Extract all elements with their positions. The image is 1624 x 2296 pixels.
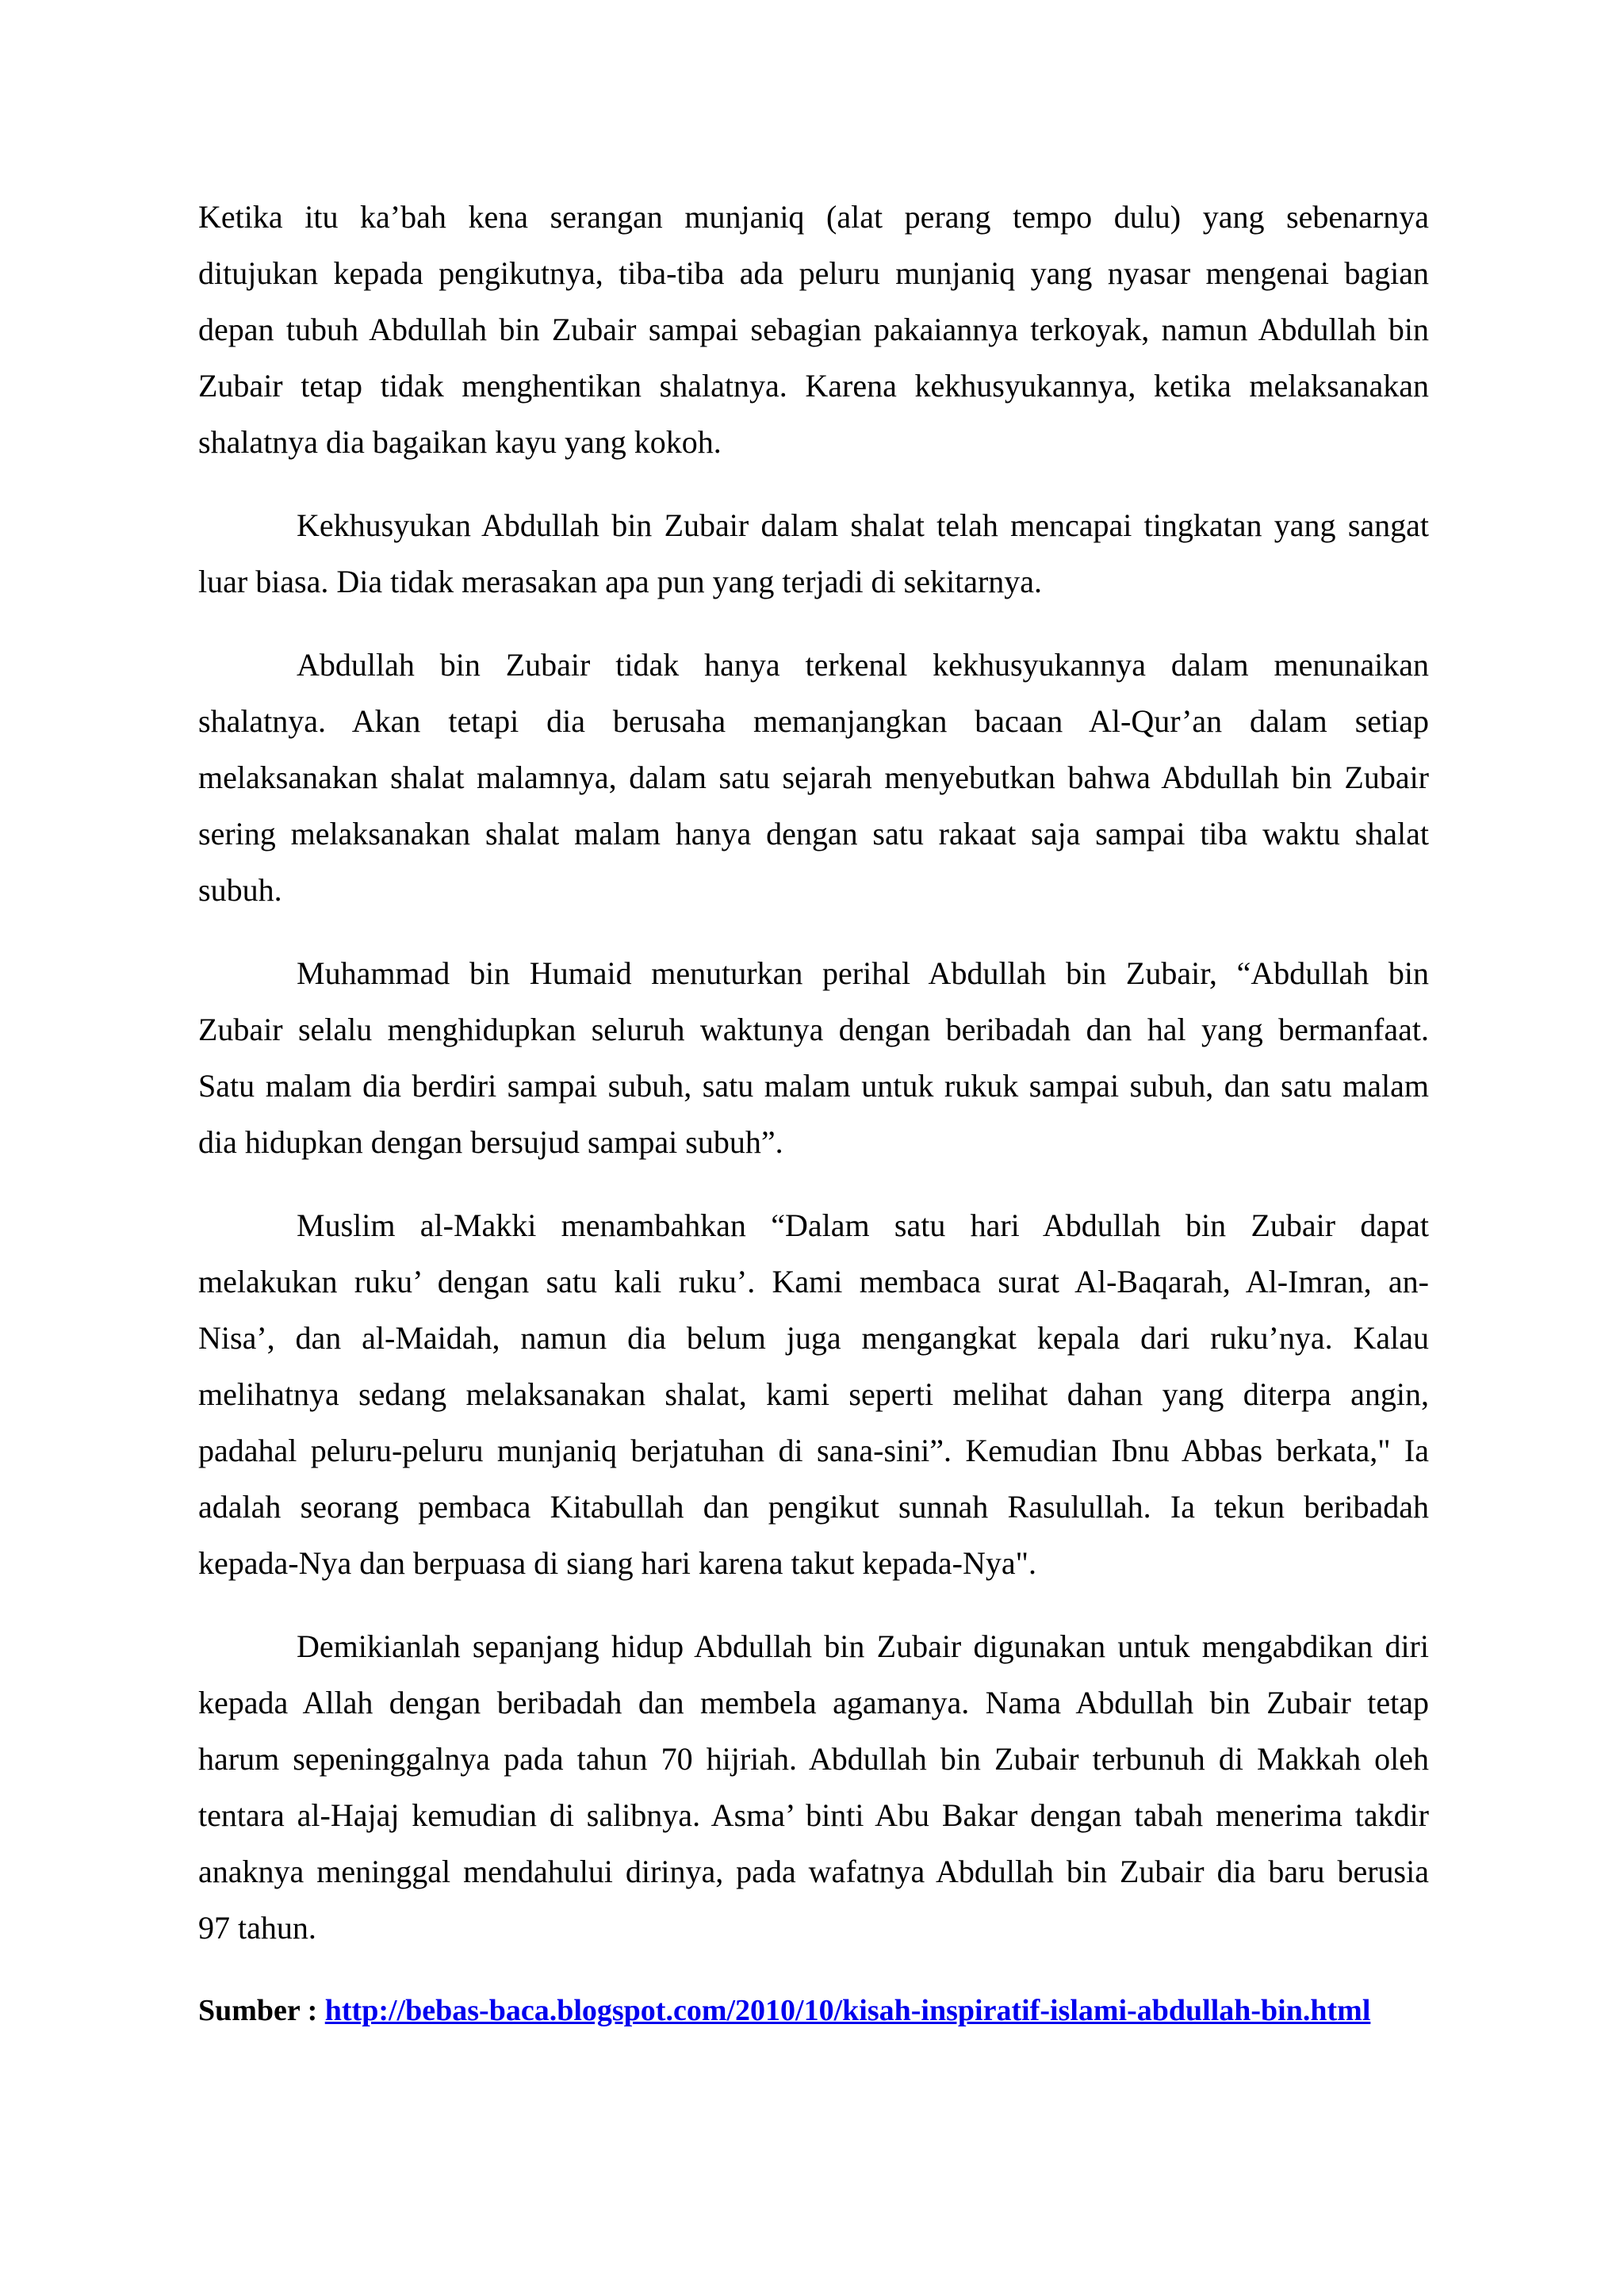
text-line: shalatnya. Akan tetapi dia berusaha memanjangkan bacaan Al-Qur’an dalam setiap [198, 703, 1429, 739]
text-line: Abdullah bin Zubair tidak hanya terkenal kekhusyukannya dalam menunaikan [297, 647, 1429, 683]
article-body [198, 189, 1429, 2039]
text-line: Demikianlah sepanjang hidup Abdullah bin Zubair digunakan untuk mengabdikan diri [297, 1628, 1429, 1664]
text-line: luar biasa. Dia tidak merasakan apa pun yang terjadi di sekitarnya. [198, 564, 1043, 599]
paragraph-4 [198, 945, 1429, 1170]
text-line: ditujukan kepada pengikutnya, tiba-tiba ada peluru munjaniq yang nyasar mengenai bagian [198, 255, 1429, 291]
text-line: melihatnya sedang melaksanakan shalat, kami seperti melihat dahan yang diterpa angin, [198, 1376, 1429, 1412]
text-line: sering melaksanakan shalat malam hanya dengan satu rakaat saja sampai tiba waktu shalat [198, 816, 1429, 851]
text-line: dia hidupkan dengan bersujud sampai subuh”. [198, 1124, 783, 1160]
text-line: melakukan ruku’ dengan satu kali ruku’. Kami membaca surat Al-Baqarah, Al-Imran, an- [198, 1264, 1429, 1299]
paragraph-6 [198, 1618, 1429, 1956]
text-line: Kekhusyukan Abdullah bin Zubair dalam shalat telah mencapai tingkatan yang sangat [297, 507, 1429, 543]
text-line: harum sepeninggalnya pada tahun 70 hijriah. Abdullah bin Zubair terbunuh di Makkah oleh [198, 1741, 1429, 1777]
source-line [198, 1983, 1429, 2039]
text-line: padahal peluru-peluru munjaniq berjatuhan di sana-sini”. Kemudian Ibnu Abbas berkata," Ia [198, 1433, 1429, 1468]
text-line: Ketika itu ka’bah kena serangan munjaniq (alat perang tempo dulu) yang sebenarnya [198, 199, 1429, 235]
source-link[interactable]: http://bebas-baca.blogspot.com/2010/10/kisah-inspiratif-islami-abdullah-bin.html [324, 1994, 1371, 2027]
text-line: Zubair selalu menghidupkan seluruh waktunya dengan beribadah dan hal yang bermanfaat. [198, 1012, 1429, 1047]
text-line: 97 tahun. [198, 1910, 316, 1946]
text-line: subuh. [198, 872, 282, 908]
text-line: Muslim al-Makki menambahkan “Dalam satu hari Abdullah bin Zubair dapat [297, 1207, 1429, 1243]
paragraph-1 [198, 189, 1429, 470]
text-line: shalatnya dia bagaikan kayu yang kokoh. [198, 424, 722, 460]
text-line: kepada-Nya dan berpuasa di siang hari karena takut kepada-Nya". [198, 1545, 1036, 1581]
paragraph-2 [198, 497, 1429, 610]
text-line: tentara al-Hajaj kemudian di salibnya. Asma’ binti Abu Bakar dengan tabah menerima takdir [198, 1797, 1429, 1833]
text-line: kepada Allah dengan beribadah dan membela agamanya. Nama Abdullah bin Zubair tetap [198, 1685, 1429, 1720]
paragraph-5 [198, 1197, 1429, 1591]
text-line: Nisa’, dan al-Maidah, namun dia belum juga mengangkat kepala dari ruku’nya. Kalau [198, 1320, 1429, 1356]
text-line: melaksanakan shalat malamnya, dalam satu sejarah menyebutkan bahwa Abdullah bin Zubair [198, 760, 1429, 795]
source-label: Sumber : [198, 1994, 318, 2027]
paragraph-3 [198, 637, 1429, 918]
text-line: adalah seorang pembaca Kitabullah dan pengikut sunnah Rasulullah. Ia tekun beribadah [198, 1489, 1429, 1525]
text-line: Satu malam dia berdiri sampai subuh, satu malam untuk rukuk sampai subuh, dan satu malam [198, 1068, 1429, 1104]
text-line: Zubair tetap tidak menghentikan shalatnya. Karena kekhusyukannya, ketika melaksanakan [198, 368, 1429, 404]
text-line: Muhammad bin Humaid menuturkan perihal Abdullah bin Zubair, “Abdullah bin [297, 955, 1429, 991]
text-line: anaknya meninggal mendahului dirinya, pada wafatnya Abdullah bin Zubair dia baru berusia [198, 1854, 1429, 1889]
text-line: depan tubuh Abdullah bin Zubair sampai sebagian pakaiannya terkoyak, namun Abdullah bin [198, 312, 1429, 347]
